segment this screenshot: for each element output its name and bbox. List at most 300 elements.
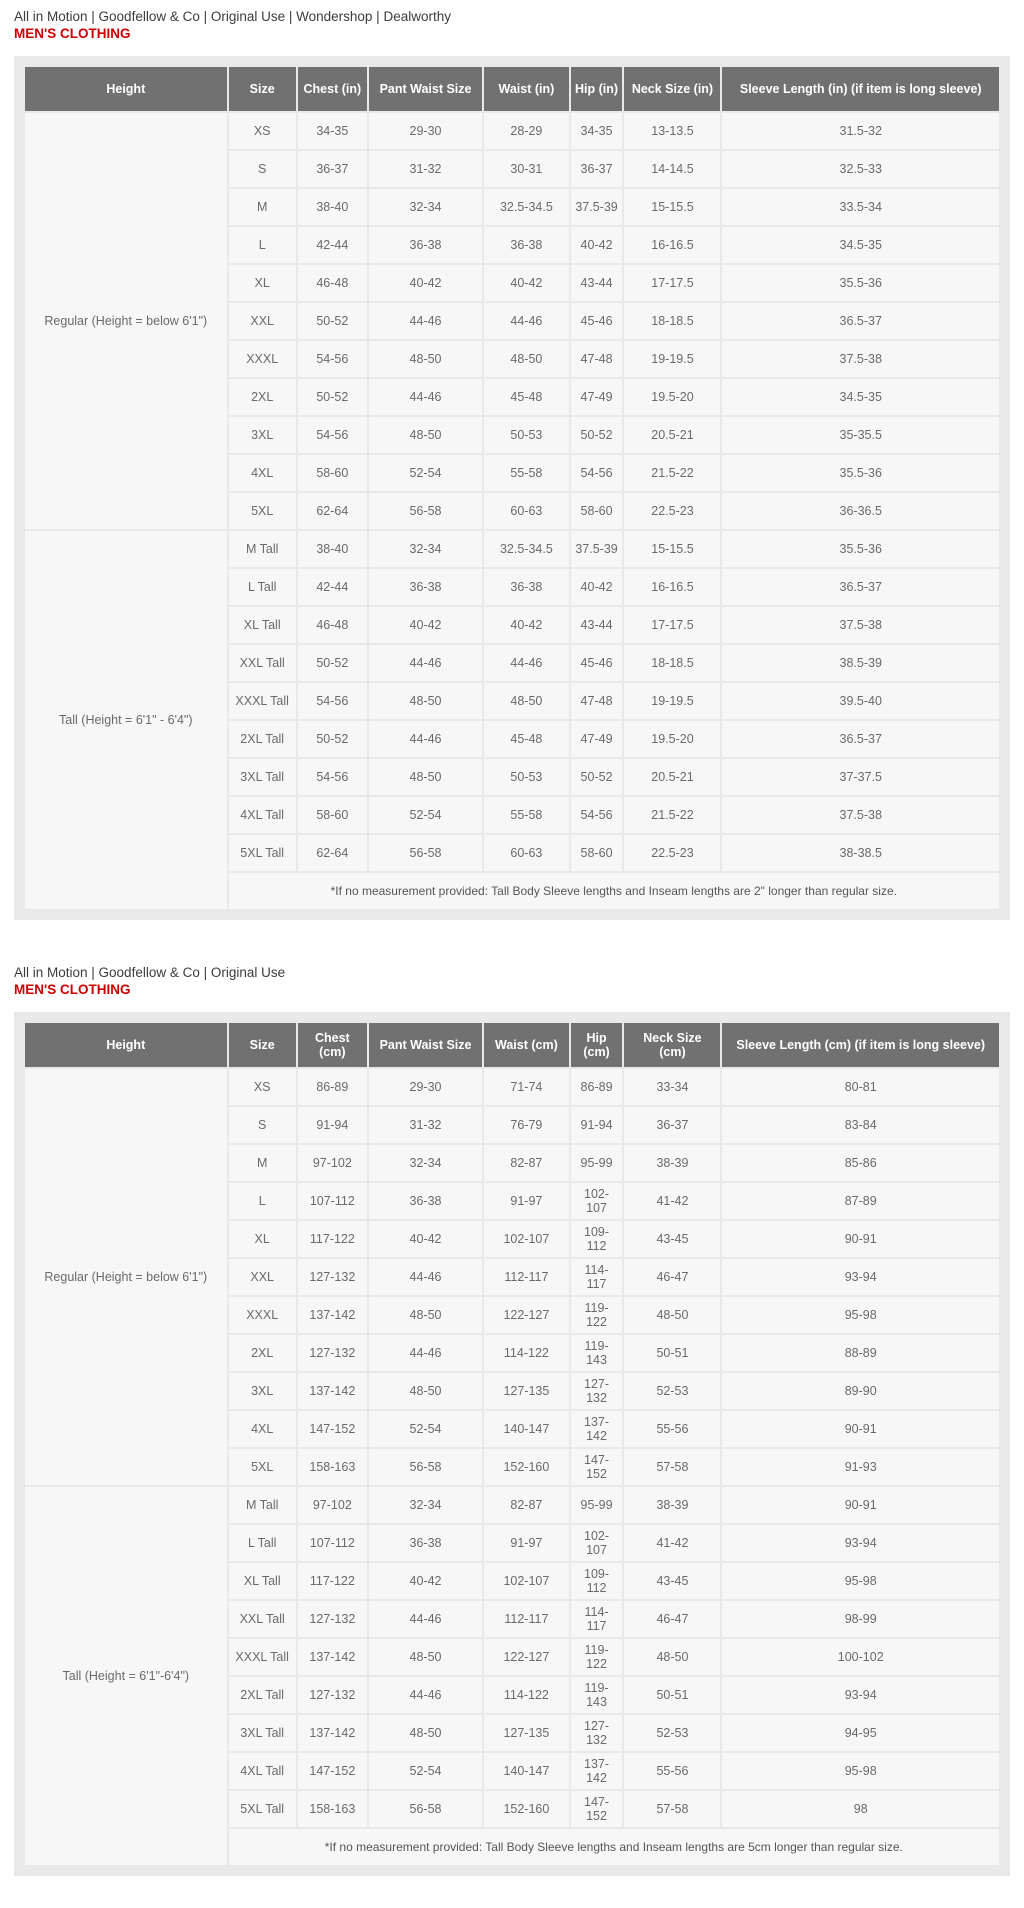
brand-line: All in Motion | Goodfellow & Co | Original Use | Wondershop | Dealworthy (14, 9, 451, 24)
cell-sleeve-length: 37.5-38 (722, 341, 999, 377)
cell-neck-size: 22.5-23 (624, 835, 720, 871)
cell-sleeve-length: 80-81 (722, 1069, 999, 1105)
cell-chest: 54-56 (298, 341, 367, 377)
height-group-label: Tall (Height = 6'1" - 6'4") (25, 531, 227, 909)
column-header-2: Chest (in) (298, 67, 367, 111)
cell-pant-waist-size: 36-38 (369, 1183, 482, 1219)
cell-pant-waist-size: 44-46 (369, 303, 482, 339)
cell-hip: 47-48 (571, 341, 623, 377)
cell-neck-size: 48-50 (624, 1639, 720, 1675)
cell-waist: 28-29 (484, 113, 568, 149)
cell-chest: 46-48 (298, 265, 367, 301)
size-row (25, 113, 999, 149)
cell-chest: 54-56 (298, 683, 367, 719)
cell-hip: 45-46 (571, 645, 623, 681)
cell-waist: 32.5-34.5 (484, 189, 568, 225)
cell-neck-size: 18-18.5 (624, 303, 720, 339)
height-group-label: Regular (Height = below 6'1") (25, 113, 227, 529)
cell-pant-waist-size: 48-50 (369, 1297, 482, 1333)
cell-size: L Tall (229, 569, 296, 605)
cell-size: 2XL (229, 379, 296, 415)
column-header-7: Sleeve Length (in) (if item is long sleeve) (722, 67, 999, 111)
size-chart-container-inches (14, 56, 1010, 920)
cell-sleeve-length: 34.5-35 (722, 379, 999, 415)
cell-chest: 97-102 (298, 1487, 367, 1523)
cell-neck-size: 14-14.5 (624, 151, 720, 187)
cell-chest: 54-56 (298, 759, 367, 795)
cell-size: XL (229, 265, 296, 301)
cell-chest: 50-52 (298, 303, 367, 339)
cell-waist: 48-50 (484, 683, 568, 719)
cell-hip: 137-142 (571, 1411, 623, 1447)
cell-neck-size: 18-18.5 (624, 645, 720, 681)
cell-sleeve-length: 39.5-40 (722, 683, 999, 719)
cell-size: 4XL Tall (229, 797, 296, 833)
cell-chest: 97-102 (298, 1145, 367, 1181)
cell-chest: 36-37 (298, 151, 367, 187)
size-chart-section-cm (14, 964, 1010, 1876)
column-header-6: Neck Size (cm) (624, 1023, 720, 1067)
column-header-5: Hip (in) (571, 67, 623, 111)
cell-hip: 34-35 (571, 113, 623, 149)
cell-hip: 91-94 (571, 1107, 623, 1143)
cell-hip: 50-52 (571, 759, 623, 795)
cell-chest: 137-142 (298, 1373, 367, 1409)
cell-neck-size: 20.5-21 (624, 759, 720, 795)
cell-sleeve-length: 37-37.5 (722, 759, 999, 795)
cell-size: XS (229, 113, 296, 149)
table-footnote: *If no measurement provided: Tall Body Sleeve lengths and Inseam lengths are 2" longer than regular size. (229, 873, 999, 909)
cell-size: 3XL Tall (229, 1715, 296, 1751)
cell-hip: 95-99 (571, 1487, 623, 1523)
cell-sleeve-length: 34.5-35 (722, 227, 999, 263)
cell-size: XXXL Tall (229, 683, 296, 719)
cell-sleeve-length: 87-89 (722, 1183, 999, 1219)
cell-hip: 119-122 (571, 1297, 623, 1333)
cell-chest: 137-142 (298, 1297, 367, 1333)
cell-waist: 50-53 (484, 759, 568, 795)
cell-waist: 102-107 (484, 1221, 568, 1257)
cell-neck-size: 55-56 (624, 1753, 720, 1789)
cell-waist: 114-122 (484, 1335, 568, 1371)
cell-sleeve-length: 35.5-36 (722, 455, 999, 491)
size-chart-container-cm (14, 1012, 1010, 1876)
cell-neck-size: 50-51 (624, 1677, 720, 1713)
cell-waist: 45-48 (484, 379, 568, 415)
cell-hip: 109-112 (571, 1563, 623, 1599)
cell-chest: 117-122 (298, 1563, 367, 1599)
cell-chest: 62-64 (298, 493, 367, 529)
cell-pant-waist-size: 48-50 (369, 683, 482, 719)
cell-hip: 40-42 (571, 227, 623, 263)
cell-neck-size: 19.5-20 (624, 379, 720, 415)
cell-pant-waist-size: 44-46 (369, 1677, 482, 1713)
cell-size: XL Tall (229, 1563, 296, 1599)
cell-sleeve-length: 93-94 (722, 1677, 999, 1713)
cell-pant-waist-size: 44-46 (369, 1335, 482, 1371)
cell-chest: 91-94 (298, 1107, 367, 1143)
cell-neck-size: 19-19.5 (624, 683, 720, 719)
cell-hip: 37.5-39 (571, 189, 623, 225)
cell-chest: 58-60 (298, 797, 367, 833)
cell-waist: 30-31 (484, 151, 568, 187)
cell-pant-waist-size: 36-38 (369, 227, 482, 263)
cell-neck-size: 48-50 (624, 1297, 720, 1333)
brand-line: All in Motion | Goodfellow & Co | Original Use (14, 965, 286, 980)
cell-waist: 44-46 (484, 303, 568, 339)
cell-waist: 82-87 (484, 1145, 568, 1181)
cell-size: 3XL Tall (229, 759, 296, 795)
cell-size: M (229, 189, 296, 225)
cell-hip: 45-46 (571, 303, 623, 339)
cell-neck-size: 16-16.5 (624, 227, 720, 263)
cell-sleeve-length: 36.5-37 (722, 303, 999, 339)
section-title: MEN'S CLOTHING (14, 26, 131, 41)
size-row (25, 531, 999, 567)
cell-chest: 62-64 (298, 835, 367, 871)
cell-sleeve-length: 89-90 (722, 1373, 999, 1409)
cell-waist: 36-38 (484, 569, 568, 605)
cell-neck-size: 21.5-22 (624, 797, 720, 833)
column-header-4: Waist (in) (484, 67, 568, 111)
cell-pant-waist-size: 36-38 (369, 569, 482, 605)
cell-size: 2XL Tall (229, 1677, 296, 1713)
cell-neck-size: 22.5-23 (624, 493, 720, 529)
mens-size-chart-cm (23, 1021, 1001, 1867)
height-group-label: Regular (Height = below 6'1") (25, 1069, 227, 1485)
cell-chest: 42-44 (298, 569, 367, 605)
cell-hip: 47-48 (571, 683, 623, 719)
cell-pant-waist-size: 44-46 (369, 1601, 482, 1637)
cell-pant-waist-size: 56-58 (369, 493, 482, 529)
cell-pant-waist-size: 32-34 (369, 531, 482, 567)
cell-pant-waist-size: 44-46 (369, 645, 482, 681)
cell-size: 5XL Tall (229, 835, 296, 871)
cell-pant-waist-size: 48-50 (369, 759, 482, 795)
cell-neck-size: 16-16.5 (624, 569, 720, 605)
cell-chest: 34-35 (298, 113, 367, 149)
cell-size: L (229, 1183, 296, 1219)
cell-size: 4XL Tall (229, 1753, 296, 1789)
cell-size: 5XL Tall (229, 1791, 296, 1827)
cell-neck-size: 38-39 (624, 1145, 720, 1181)
cell-chest: 50-52 (298, 721, 367, 757)
cell-hip: 47-49 (571, 721, 623, 757)
column-header-3: Pant Waist Size (369, 1023, 482, 1067)
cell-sleeve-length: 33.5-34 (722, 189, 999, 225)
cell-sleeve-length: 93-94 (722, 1259, 999, 1295)
cell-neck-size: 52-53 (624, 1373, 720, 1409)
cell-chest: 46-48 (298, 607, 367, 643)
cell-waist: 102-107 (484, 1563, 568, 1599)
column-header-5: Hip (cm) (571, 1023, 623, 1067)
cell-neck-size: 57-58 (624, 1791, 720, 1827)
cell-chest: 137-142 (298, 1639, 367, 1675)
cell-hip: 114-117 (571, 1259, 623, 1295)
table-footnote: *If no measurement provided: Tall Body Sleeve lengths and Inseam lengths are 5cm longer than regular size. (229, 1829, 999, 1865)
cell-neck-size: 52-53 (624, 1715, 720, 1751)
cell-sleeve-length: 85-86 (722, 1145, 999, 1181)
cell-sleeve-length: 90-91 (722, 1411, 999, 1447)
cell-waist: 122-127 (484, 1297, 568, 1333)
cell-pant-waist-size: 52-54 (369, 455, 482, 491)
cell-sleeve-length: 91-93 (722, 1449, 999, 1485)
cell-hip: 50-52 (571, 417, 623, 453)
cell-pant-waist-size: 52-54 (369, 1411, 482, 1447)
cell-waist: 60-63 (484, 493, 568, 529)
cell-hip: 109-112 (571, 1221, 623, 1257)
cell-waist: 40-42 (484, 607, 568, 643)
cell-sleeve-length: 36.5-37 (722, 569, 999, 605)
cell-sleeve-length: 83-84 (722, 1107, 999, 1143)
cell-neck-size: 38-39 (624, 1487, 720, 1523)
cell-size: 4XL (229, 1411, 296, 1447)
cell-sleeve-length: 90-91 (722, 1221, 999, 1257)
cell-neck-size: 19-19.5 (624, 341, 720, 377)
cell-pant-waist-size: 31-32 (369, 151, 482, 187)
cell-neck-size: 36-37 (624, 1107, 720, 1143)
cell-sleeve-length: 94-95 (722, 1715, 999, 1751)
cell-size: XXL Tall (229, 645, 296, 681)
cell-neck-size: 15-15.5 (624, 189, 720, 225)
cell-sleeve-length: 90-91 (722, 1487, 999, 1523)
cell-size: XXXL Tall (229, 1639, 296, 1675)
cell-size: 4XL (229, 455, 296, 491)
cell-pant-waist-size: 32-34 (369, 1145, 482, 1181)
cell-chest: 117-122 (298, 1221, 367, 1257)
cell-size: XL (229, 1221, 296, 1257)
cell-neck-size: 15-15.5 (624, 531, 720, 567)
cell-sleeve-length: 37.5-38 (722, 797, 999, 833)
cell-waist: 140-147 (484, 1411, 568, 1447)
cell-waist: 127-135 (484, 1373, 568, 1409)
cell-pant-waist-size: 56-58 (369, 1791, 482, 1827)
cell-chest: 127-132 (298, 1335, 367, 1371)
cell-chest: 127-132 (298, 1677, 367, 1713)
cell-neck-size: 19.5-20 (624, 721, 720, 757)
cell-pant-waist-size: 56-58 (369, 835, 482, 871)
cell-sleeve-length: 95-98 (722, 1297, 999, 1333)
cell-hip: 127-132 (571, 1373, 623, 1409)
cell-hip: 86-89 (571, 1069, 623, 1105)
cell-sleeve-length: 95-98 (722, 1563, 999, 1599)
cell-waist: 140-147 (484, 1753, 568, 1789)
cell-size: XXL Tall (229, 1601, 296, 1637)
cell-pant-waist-size: 48-50 (369, 1639, 482, 1675)
cell-neck-size: 50-51 (624, 1335, 720, 1371)
cell-waist: 40-42 (484, 265, 568, 301)
cell-size: 2XL (229, 1335, 296, 1371)
cell-pant-waist-size: 32-34 (369, 189, 482, 225)
cell-hip: 54-56 (571, 455, 623, 491)
cell-sleeve-length: 98 (722, 1791, 999, 1827)
cell-neck-size: 43-45 (624, 1221, 720, 1257)
cell-size: M (229, 1145, 296, 1181)
cell-chest: 54-56 (298, 417, 367, 453)
cell-pant-waist-size: 48-50 (369, 1373, 482, 1409)
cell-waist: 32.5-34.5 (484, 531, 568, 567)
cell-waist: 36-38 (484, 227, 568, 263)
cell-neck-size: 20.5-21 (624, 417, 720, 453)
cell-hip: 119-143 (571, 1677, 623, 1713)
cell-sleeve-length: 88-89 (722, 1335, 999, 1371)
cell-chest: 147-152 (298, 1411, 367, 1447)
cell-sleeve-length: 35.5-36 (722, 531, 999, 567)
cell-chest: 58-60 (298, 455, 367, 491)
cell-chest: 107-112 (298, 1525, 367, 1561)
cell-pant-waist-size: 36-38 (369, 1525, 482, 1561)
cell-waist: 71-74 (484, 1069, 568, 1105)
cell-size: 3XL (229, 417, 296, 453)
cell-waist: 127-135 (484, 1715, 568, 1751)
cell-waist: 48-50 (484, 341, 568, 377)
cell-pant-waist-size: 44-46 (369, 379, 482, 415)
cell-pant-waist-size: 48-50 (369, 417, 482, 453)
cell-waist: 112-117 (484, 1601, 568, 1637)
header-row (25, 67, 999, 111)
cell-sleeve-length: 100-102 (722, 1639, 999, 1675)
cell-sleeve-length: 37.5-38 (722, 607, 999, 643)
cell-neck-size: 17-17.5 (624, 607, 720, 643)
cell-waist: 114-122 (484, 1677, 568, 1713)
cell-pant-waist-size: 31-32 (369, 1107, 482, 1143)
cell-hip: 102-107 (571, 1525, 623, 1561)
cell-waist: 45-48 (484, 721, 568, 757)
cell-chest: 86-89 (298, 1069, 367, 1105)
cell-sleeve-length: 93-94 (722, 1525, 999, 1561)
section-title: MEN'S CLOTHING (14, 982, 131, 997)
cell-waist: 82-87 (484, 1487, 568, 1523)
cell-chest: 147-152 (298, 1753, 367, 1789)
cell-pant-waist-size: 48-50 (369, 341, 482, 377)
cell-pant-waist-size: 29-30 (369, 113, 482, 149)
cell-waist: 55-58 (484, 455, 568, 491)
cell-hip: 147-152 (571, 1449, 623, 1485)
cell-sleeve-length: 98-99 (722, 1601, 999, 1637)
cell-waist: 91-97 (484, 1183, 568, 1219)
cell-chest: 42-44 (298, 227, 367, 263)
cell-hip: 36-37 (571, 151, 623, 187)
cell-size: XXL (229, 303, 296, 339)
cell-waist: 50-53 (484, 417, 568, 453)
cell-hip: 119-122 (571, 1639, 623, 1675)
cell-pant-waist-size: 48-50 (369, 1715, 482, 1751)
cell-hip: 54-56 (571, 797, 623, 833)
cell-pant-waist-size: 40-42 (369, 265, 482, 301)
cell-neck-size: 41-42 (624, 1525, 720, 1561)
cell-waist: 152-160 (484, 1449, 568, 1485)
cell-sleeve-length: 95-98 (722, 1753, 999, 1789)
cell-sleeve-length: 36-36.5 (722, 493, 999, 529)
cell-neck-size: 46-47 (624, 1259, 720, 1295)
cell-hip: 37.5-39 (571, 531, 623, 567)
cell-hip: 102-107 (571, 1183, 623, 1219)
cell-size: XL Tall (229, 607, 296, 643)
cell-neck-size: 43-45 (624, 1563, 720, 1599)
cell-pant-waist-size: 44-46 (369, 1259, 482, 1295)
column-header-2: Chest (cm) (298, 1023, 367, 1067)
cell-waist: 91-97 (484, 1525, 568, 1561)
cell-chest: 158-163 (298, 1449, 367, 1485)
cell-hip: 114-117 (571, 1601, 623, 1637)
cell-size: 2XL Tall (229, 721, 296, 757)
cell-hip: 40-42 (571, 569, 623, 605)
cell-waist: 152-160 (484, 1791, 568, 1827)
column-header-1: Size (229, 67, 296, 111)
cell-chest: 127-132 (298, 1259, 367, 1295)
cell-neck-size: 21.5-22 (624, 455, 720, 491)
cell-neck-size: 33-34 (624, 1069, 720, 1105)
cell-size: S (229, 1107, 296, 1143)
column-header-0: Height (25, 67, 227, 111)
cell-sleeve-length: 35.5-36 (722, 265, 999, 301)
cell-size: 3XL (229, 1373, 296, 1409)
height-group-label: Tall (Height = 6'1"-6'4") (25, 1487, 227, 1865)
cell-pant-waist-size: 40-42 (369, 1221, 482, 1257)
cell-size: L Tall (229, 1525, 296, 1561)
cell-neck-size: 46-47 (624, 1601, 720, 1637)
cell-pant-waist-size: 40-42 (369, 1563, 482, 1599)
mens-size-chart-inches (23, 65, 1001, 911)
cell-size: XXXL (229, 1297, 296, 1333)
cell-sleeve-length: 38-38.5 (722, 835, 999, 871)
cell-waist: 44-46 (484, 645, 568, 681)
cell-waist: 60-63 (484, 835, 568, 871)
cell-chest: 50-52 (298, 645, 367, 681)
cell-hip: 95-99 (571, 1145, 623, 1181)
cell-neck-size: 41-42 (624, 1183, 720, 1219)
cell-hip: 147-152 (571, 1791, 623, 1827)
cell-chest: 38-40 (298, 531, 367, 567)
cell-neck-size: 17-17.5 (624, 265, 720, 301)
column-header-1: Size (229, 1023, 296, 1067)
cell-pant-waist-size: 52-54 (369, 1753, 482, 1789)
cell-size: XS (229, 1069, 296, 1105)
cell-sleeve-length: 38.5-39 (722, 645, 999, 681)
column-header-4: Waist (cm) (484, 1023, 568, 1067)
size-chart-section-inches (14, 8, 1010, 920)
cell-size: L (229, 227, 296, 263)
cell-hip: 43-44 (571, 265, 623, 301)
cell-size: XXXL (229, 341, 296, 377)
cell-sleeve-length: 31.5-32 (722, 113, 999, 149)
cell-pant-waist-size: 40-42 (369, 607, 482, 643)
cell-hip: 58-60 (571, 835, 623, 871)
cell-size: 5XL (229, 1449, 296, 1485)
size-row (25, 1487, 999, 1523)
cell-waist: 76-79 (484, 1107, 568, 1143)
cell-waist: 55-58 (484, 797, 568, 833)
cell-sleeve-length: 36.5-37 (722, 721, 999, 757)
column-header-3: Pant Waist Size (369, 67, 482, 111)
cell-neck-size: 13-13.5 (624, 113, 720, 149)
cell-pant-waist-size: 44-46 (369, 721, 482, 757)
cell-hip: 58-60 (571, 493, 623, 529)
cell-chest: 137-142 (298, 1715, 367, 1751)
cell-sleeve-length: 32.5-33 (722, 151, 999, 187)
cell-chest: 50-52 (298, 379, 367, 415)
cell-pant-waist-size: 32-34 (369, 1487, 482, 1523)
cell-neck-size: 57-58 (624, 1449, 720, 1485)
cell-neck-size: 55-56 (624, 1411, 720, 1447)
cell-hip: 137-142 (571, 1753, 623, 1789)
column-header-6: Neck Size (in) (624, 67, 720, 111)
cell-hip: 127-132 (571, 1715, 623, 1751)
cell-size: S (229, 151, 296, 187)
cell-pant-waist-size: 29-30 (369, 1069, 482, 1105)
cell-chest: 127-132 (298, 1601, 367, 1637)
cell-chest: 158-163 (298, 1791, 367, 1827)
